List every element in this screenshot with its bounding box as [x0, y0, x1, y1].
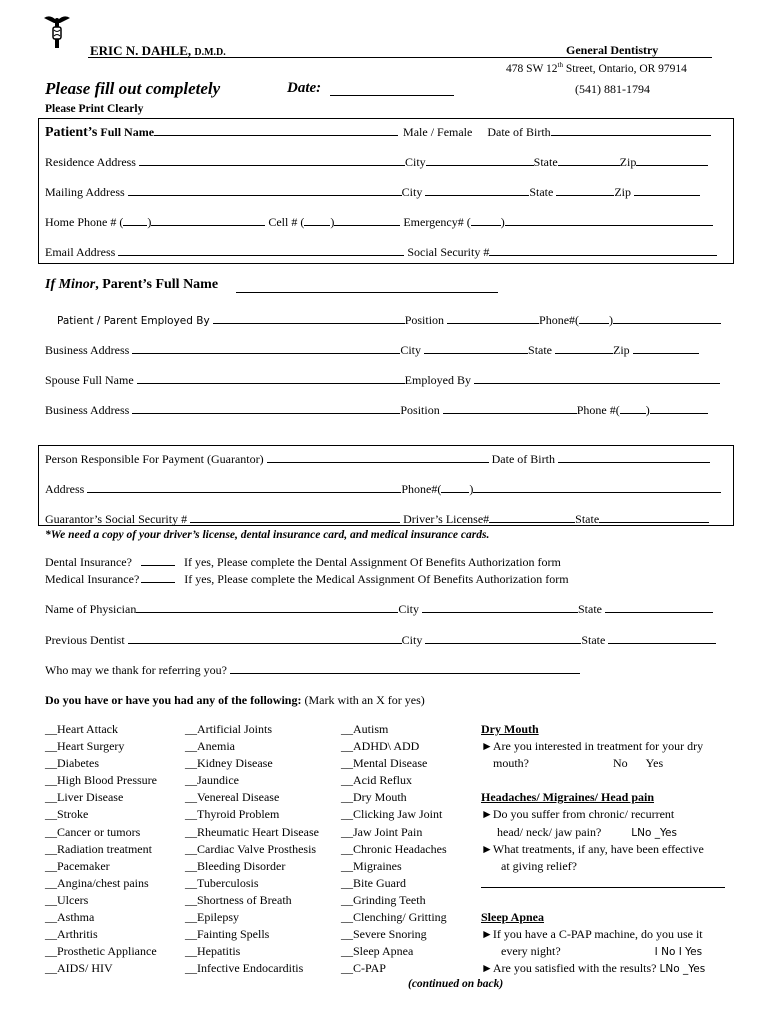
col2-condition-5[interactable]: __Venereal Disease	[185, 790, 280, 805]
col1-condition-11[interactable]: __Ulcers	[45, 892, 89, 907]
employer-paren: )	[609, 313, 614, 327]
caduceus-logo	[42, 14, 72, 50]
address-sup: th	[557, 61, 563, 69]
prev-state-field[interactable]	[608, 633, 716, 644]
sleep-opts2[interactable]: LNo _Yes	[659, 963, 706, 976]
relief-answer-field[interactable]	[481, 887, 725, 888]
prev-dentist-label: Previous Dentist	[45, 633, 125, 647]
col1-condition-7[interactable]: __Cancer or tumors	[45, 824, 141, 839]
referral-label: Who may we thank for referring you?	[45, 663, 227, 677]
g-ssn-row	[45, 511, 709, 527]
cell-area-field[interactable]	[304, 215, 330, 226]
emergency-paren: )	[500, 215, 505, 229]
biz-zip-field[interactable]	[633, 343, 699, 354]
home-area-field[interactable]	[123, 215, 147, 226]
col1-condition-2[interactable]: __Heart Surgery	[45, 739, 125, 754]
dental-text: If yes, Please complete the Dental Assignment Of Benefits Authorization form	[183, 555, 561, 569]
col2-condition-8[interactable]: __Cardiac Valve Prosthesis	[185, 841, 317, 856]
cell-label: Cell # (	[268, 215, 305, 229]
doctor-name-text: ERIC N. DAHLE,	[90, 43, 192, 58]
col3-condition-7[interactable]: __Jaw Joint Pain	[341, 824, 423, 839]
email-field[interactable]	[118, 245, 404, 256]
col1-condition-5[interactable]: __Liver Disease	[45, 790, 124, 805]
phys-state-field[interactable]	[605, 602, 713, 613]
col1-condition-3[interactable]: __Diabetes	[45, 756, 99, 771]
phone2-area-field[interactable]	[620, 403, 646, 414]
conditions-col-2	[185, 721, 319, 977]
head-q3: ►What treatments, if any, have been effective	[481, 841, 704, 856]
spouse-label: Spouse Full Name	[45, 373, 134, 387]
spouse-field[interactable]	[137, 373, 405, 384]
sleep-q3: ►Are you satisfied with the results?	[481, 961, 657, 976]
col3-condition-13[interactable]: __Severe Snoring	[341, 927, 427, 942]
city-field-2[interactable]	[425, 185, 529, 196]
emergency-label: Emergency# (	[403, 215, 471, 229]
position-label: Position	[404, 313, 445, 327]
col3-condition-10[interactable]: __Bite Guard	[341, 875, 406, 890]
g-license-label: Driver’s License#	[403, 512, 490, 526]
g-state-label: State	[575, 512, 600, 526]
zip-field[interactable]	[636, 155, 708, 166]
col2-condition-9[interactable]: __Bleeding Disorder	[185, 858, 286, 873]
business-row	[45, 342, 699, 358]
col1-condition-10[interactable]: __Angina/chest pains	[45, 875, 149, 890]
phone2-paren: )	[645, 403, 650, 417]
col3-condition-6[interactable]: __Clicking Jaw Joint	[341, 807, 443, 822]
sleep-q3-row	[481, 960, 705, 977]
home-phone-label: Home Phone # (	[45, 215, 124, 229]
phys-city-label: City	[398, 602, 419, 616]
col2-condition-4[interactable]: __Jaundice	[185, 773, 239, 788]
business-label: Business Address	[45, 343, 130, 357]
sex-label[interactable]: Male / Female	[403, 125, 473, 139]
employer-phone-field[interactable]	[613, 313, 721, 324]
dental-row	[45, 554, 561, 570]
employed-field[interactable]	[213, 313, 405, 324]
head-opts[interactable]: LNo _Yes	[631, 826, 677, 839]
g-ssn-label: Guarantor’s Social Security #	[45, 512, 188, 526]
col3-condition-11[interactable]: __Grinding Teeth	[341, 892, 426, 907]
col3-condition-14[interactable]: __Sleep Apnea	[341, 944, 414, 959]
conditions-col-1	[45, 721, 157, 977]
g-paren: )	[469, 482, 474, 496]
zip-label-2: Zip	[614, 185, 632, 199]
practice-phone: (541) 881-1794	[575, 82, 650, 96]
business2-row	[45, 402, 708, 418]
biz-city-label: City	[400, 343, 422, 357]
prev-dentist-field[interactable]	[128, 633, 402, 644]
fill-title: Please fill out completely	[45, 79, 221, 98]
dry-q2: mouth?	[493, 756, 529, 771]
medical-row	[45, 571, 569, 587]
dental-label: Dental Insurance?	[45, 555, 132, 569]
referral-field[interactable]	[230, 663, 580, 674]
cell-paren: )	[330, 215, 335, 229]
state-field[interactable]	[558, 155, 620, 166]
cell-phone-field[interactable]	[334, 215, 400, 226]
address-post: Street, Ontario, OR 97914	[563, 62, 687, 75]
physician-row	[45, 601, 713, 617]
dental-field[interactable]	[141, 555, 175, 566]
emergency-field[interactable]	[505, 215, 713, 226]
col3-condition-1[interactable]: __Autism	[341, 722, 389, 736]
dob-label: Date of Birth	[487, 125, 551, 139]
col3-condition-2[interactable]: __ADHD\ ADD	[341, 739, 420, 754]
phys-state-label: State	[577, 602, 602, 616]
ssn-field[interactable]	[489, 245, 717, 256]
residence-label: Residence Address	[45, 155, 136, 169]
mailing-row	[45, 184, 700, 200]
minor-label-rest: , Parent’s Full Name	[95, 277, 219, 292]
dry-mouth-title: Dry Mouth	[481, 722, 539, 736]
zip-label: Zip	[619, 155, 637, 169]
prev-dentist-row	[45, 632, 716, 648]
head-q2-row	[481, 824, 705, 841]
head-q2: head/ neck/ jaw pain?	[497, 824, 602, 839]
guarantor-label: Person Responsible For Payment (Guarantor)	[45, 452, 264, 466]
doctor-degree: D.M.D.	[194, 47, 226, 58]
phone-row	[45, 214, 713, 230]
state-label: State	[533, 155, 558, 169]
col1-condition-13[interactable]: __Arthritis	[45, 927, 98, 942]
g-address-field[interactable]	[87, 482, 401, 493]
business2-field[interactable]	[132, 403, 400, 414]
mailing-label: Mailing Address	[45, 185, 125, 199]
residence-field[interactable]	[139, 155, 405, 166]
city-label-2: City	[401, 185, 423, 199]
col1-condition-6[interactable]: __Stroke	[45, 807, 89, 822]
physician-field[interactable]	[136, 602, 398, 613]
history-subtitle: (Mark with an X for yes)	[301, 693, 425, 707]
biz-state-label: State	[528, 343, 553, 357]
physician-label: Name of Physician	[45, 602, 137, 616]
history-title-row	[45, 692, 425, 708]
g-phone-label: Phone#(	[401, 482, 442, 496]
position2-label: Position	[400, 403, 440, 417]
sleep-q2: every night?	[501, 944, 561, 959]
minor-row	[45, 277, 218, 293]
spouse-employed-label: Employed By	[404, 373, 471, 387]
guarantor-field[interactable]	[267, 452, 489, 463]
patient-name-row	[45, 124, 711, 140]
full-name-label: Full Name	[97, 125, 155, 139]
col3-condition-12[interactable]: __Clenching/ Gritting	[341, 910, 447, 925]
g-address-label: Address	[45, 482, 85, 496]
g-dob-field[interactable]	[558, 452, 710, 463]
spouse-employed-field[interactable]	[474, 373, 720, 384]
col2-condition-12[interactable]: __Epilepsy	[185, 910, 239, 925]
col2-condition-2[interactable]: __Anemia	[185, 739, 235, 754]
col1-condition-8[interactable]: __Radiation treatment	[45, 841, 152, 856]
g-area-field[interactable]	[441, 482, 469, 493]
practice-address	[506, 61, 687, 75]
copy-note: *We need a copy of your driver’s license, dental insurance card, and medical insurance cards.	[45, 529, 490, 541]
ssn-label: Social Security #	[407, 245, 490, 259]
conditions-col-3	[341, 721, 447, 977]
date-field[interactable]	[330, 95, 454, 96]
dob-field[interactable]	[551, 125, 711, 136]
g-dob-label: Date of Birth	[491, 452, 555, 466]
g-license-field[interactable]	[489, 512, 575, 523]
employed-row	[45, 312, 721, 328]
g-state-field[interactable]	[599, 512, 709, 523]
continued-footer: (continued on back)	[408, 978, 504, 990]
head-q4: at giving relief?	[501, 858, 577, 873]
biz-city-field[interactable]	[424, 343, 528, 354]
email-label: Email Address	[45, 245, 116, 259]
sleep-title: Sleep Apnea	[481, 910, 545, 925]
medical-label: Medical Insurance?	[45, 572, 140, 586]
col2-condition-3[interactable]: __Kidney Disease	[185, 756, 273, 771]
mailing-field[interactable]	[128, 185, 402, 196]
employed-label: Patient / Parent Employed By	[57, 315, 210, 327]
biz-zip-label: Zip	[613, 343, 630, 357]
dry-q2-row	[481, 755, 705, 772]
col3-condition-5[interactable]: __Dry Mouth	[341, 790, 407, 805]
phone2-field[interactable]	[650, 403, 708, 414]
col3-condition-9[interactable]: __Migraines	[341, 858, 402, 873]
g-phone-field[interactable]	[473, 482, 721, 493]
history-title: Do you have or have you had any of the following:	[45, 693, 302, 707]
medical-text: If yes, Please complete the Medical Assignment Of Benefits Authorization form	[184, 572, 569, 586]
position2-field[interactable]	[443, 403, 577, 414]
col1-condition-14[interactable]: __Prosthetic Appliance	[45, 944, 157, 959]
col1-condition-15[interactable]: __AIDS/ HIV	[45, 961, 113, 976]
col1-condition-9[interactable]: __Pacemaker	[45, 858, 110, 873]
col2-condition-11[interactable]: __Shortness of Breath	[185, 892, 292, 907]
g-ssn-field[interactable]	[190, 512, 400, 523]
col2-condition-7[interactable]: __Rheumatic Heart Disease	[185, 824, 319, 839]
guarantor-row	[45, 451, 710, 467]
col2-condition-1[interactable]: __Artificial Joints	[185, 722, 272, 736]
prev-city-label: City	[401, 633, 423, 647]
parent-name-field[interactable]	[236, 292, 498, 293]
col1-condition-4[interactable]: __High Blood Pressure	[45, 773, 157, 788]
phone2-label: Phone #(	[576, 403, 620, 417]
spouse-row	[45, 372, 720, 388]
col2-condition-6[interactable]: __Thyroid Problem	[185, 807, 280, 822]
col2-condition-14[interactable]: __Hepatitis	[185, 944, 241, 959]
prev-city-field[interactable]	[425, 633, 581, 644]
position-field[interactable]	[447, 313, 539, 324]
date-label: Date:	[287, 80, 322, 96]
col3-condition-8[interactable]: __Chronic Headaches	[341, 841, 447, 856]
col3-condition-3[interactable]: __Mental Disease	[341, 756, 428, 771]
col3-condition-4[interactable]: __Acid Reflux	[341, 773, 412, 788]
col2-condition-13[interactable]: __Fainting Spells	[185, 927, 270, 942]
sleep-q2-row	[481, 943, 705, 960]
headache-title: Headaches/ Migraines/ Head pain	[481, 790, 655, 805]
sleep-opts[interactable]: I No I Yes	[654, 946, 703, 959]
employer-area-field[interactable]	[579, 313, 609, 324]
col1-condition-1[interactable]: __Heart Attack	[45, 722, 118, 736]
home-paren: )	[147, 215, 152, 229]
minor-label-italic: If Minor	[45, 277, 96, 292]
address-pre: 478 SW 12	[506, 62, 558, 75]
dry-yes[interactable]: Yes	[645, 756, 664, 771]
sleep-q1: ►If you have a C-PAP machine, do you use it	[481, 927, 703, 942]
business2-label: Business Address	[45, 403, 130, 417]
medical-field[interactable]	[141, 572, 175, 583]
city-field[interactable]	[426, 155, 534, 166]
referral-row	[45, 662, 580, 678]
city-label: City	[404, 155, 426, 169]
prev-state-label: State	[581, 633, 606, 647]
state-field-2[interactable]	[556, 185, 614, 196]
col2-condition-15[interactable]: __Infective Endocarditis	[185, 961, 304, 976]
zip-field-2[interactable]	[634, 185, 700, 196]
residence-row	[45, 154, 708, 170]
g-address-row	[45, 481, 721, 497]
patient-name-field[interactable]	[154, 125, 398, 136]
email-row	[45, 244, 717, 260]
patient-label: Patient’s	[45, 125, 98, 140]
biz-state-field[interactable]	[555, 343, 613, 354]
specialty: General Dentistry	[566, 43, 659, 57]
col3-condition-15[interactable]: __C-PAP	[341, 961, 386, 976]
home-phone-field[interactable]	[151, 215, 265, 226]
dry-q1: ►Are you interested in treatment for your dry	[481, 739, 704, 754]
phys-city-field[interactable]	[422, 602, 578, 613]
col2-condition-10[interactable]: __Tuberculosis	[185, 875, 259, 890]
col1-condition-12[interactable]: __Asthma	[45, 910, 95, 925]
dry-no[interactable]: No	[613, 756, 628, 771]
phone-label: Phone#(	[539, 313, 580, 327]
head-q1: ►Do you suffer from chronic/ recurrent	[481, 807, 675, 822]
state-label-2: State	[529, 185, 554, 199]
business-field[interactable]	[132, 343, 400, 354]
side-questions	[481, 721, 705, 977]
emergency-area-field[interactable]	[471, 215, 501, 226]
print-clearly: Please Print Clearly	[45, 103, 144, 115]
